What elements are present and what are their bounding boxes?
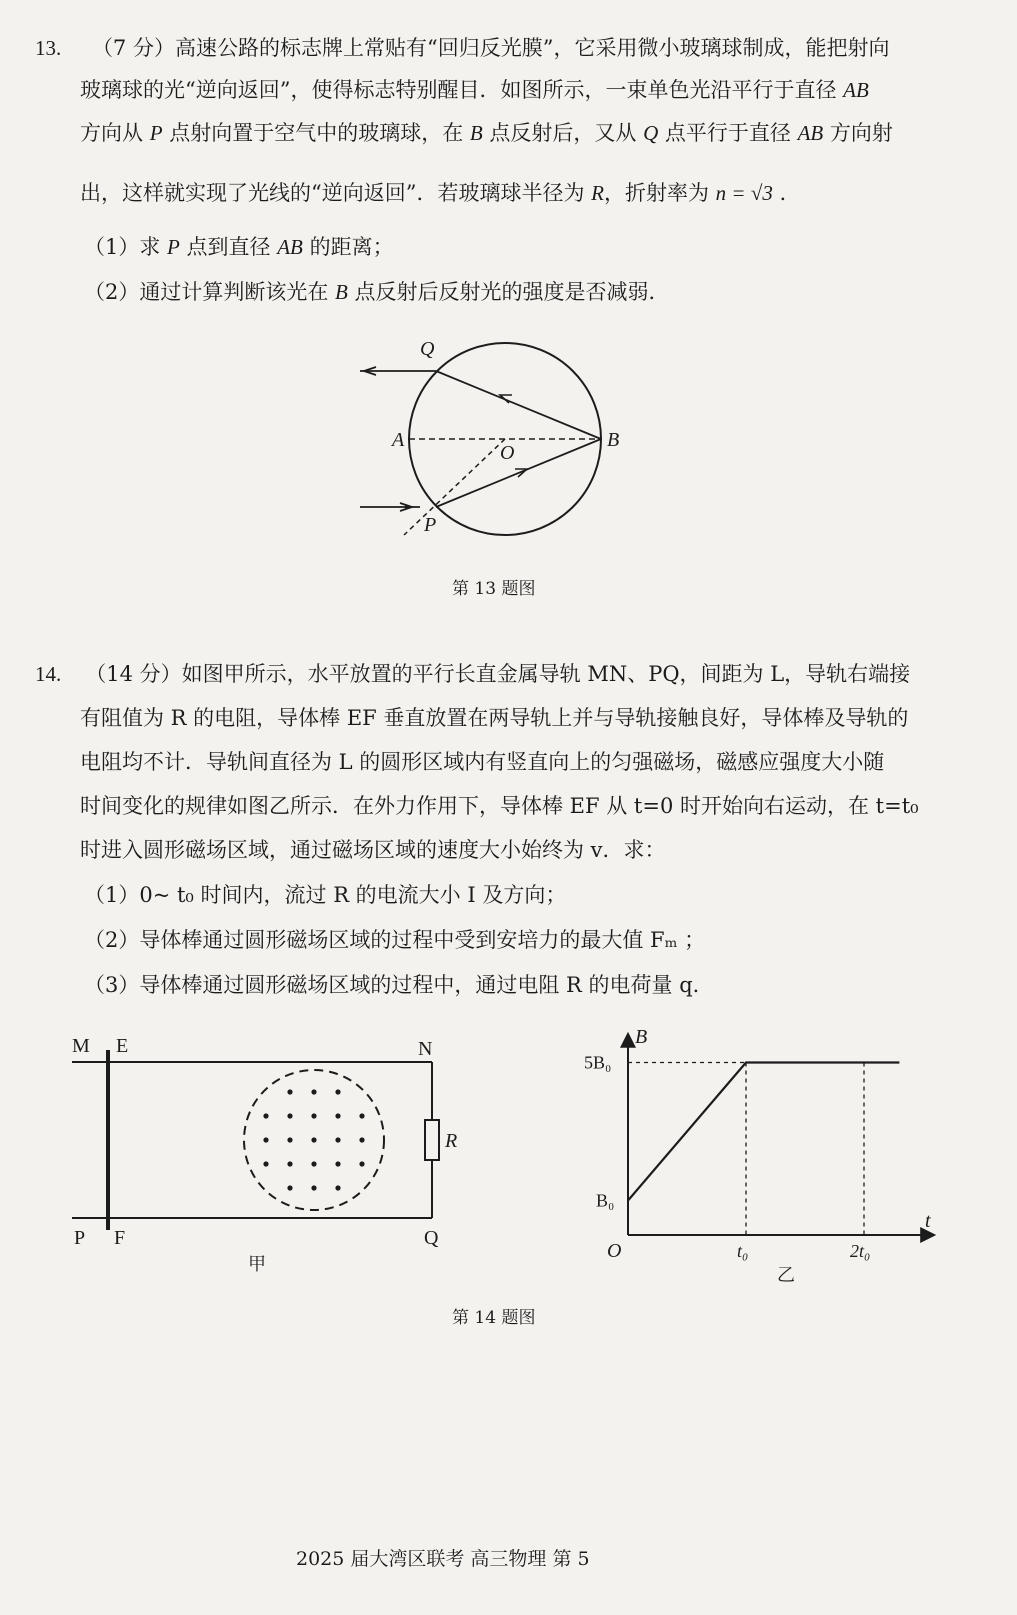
label-p: P <box>424 514 437 536</box>
label-q: Q <box>420 338 435 360</box>
q13-line-4: 出，这样就实现了光线的“逆向返回”．若玻璃球半径为 R，折射率为 n = √3 . <box>80 181 787 205</box>
q14-figure-jia <box>60 1030 480 1280</box>
q14-score: （14 分） <box>85 662 182 686</box>
reflected-ray-bq <box>436 371 601 439</box>
field-dot <box>311 1185 316 1190</box>
field-dot <box>287 1161 292 1166</box>
field-dot <box>359 1137 364 1142</box>
q14-figure-yi <box>575 1025 945 1290</box>
field-dot <box>335 1113 340 1118</box>
field-dot <box>311 1089 316 1094</box>
q13-line-3: 方向从 P 点射向置于空气中的玻璃球，在 B 点反射后，又从 Q 点平行于直径 AB 方向射 <box>80 121 893 145</box>
field-dot <box>311 1113 316 1118</box>
field-dot <box>287 1185 292 1190</box>
q14-line-2: 有阻值为 R 的电阻，导体棒 EF 垂直放置在两导轨上并与导轨接触良好，导体棒及导轨的 <box>80 706 909 730</box>
q13-number: 13. <box>35 36 62 60</box>
q14-sub-3: （3）导体棒通过圆形磁场区域的过程中，通过电阻 R 的电荷量 q． <box>84 973 714 997</box>
q13-figure <box>340 325 670 555</box>
field-dot <box>287 1089 292 1094</box>
x-tick-2t0: 2t₀ <box>850 1241 871 1261</box>
field-dot <box>359 1161 364 1166</box>
field-dot <box>335 1185 340 1190</box>
refractive-index: n = √3 <box>715 181 773 205</box>
q14-caption: 第 14 题图 <box>452 1308 536 1328</box>
x-axis-label: t <box>925 1210 931 1232</box>
field-dot <box>311 1137 316 1142</box>
q13-line-2: 玻璃球的光“逆向返回”，使得标志特别醒目．如图所示，一束单色光沿平行于直径 AB <box>80 78 869 102</box>
q14-number: 14. <box>35 662 62 686</box>
refracted-ray-pb <box>436 439 601 507</box>
label-b: B <box>607 429 620 451</box>
q13-score: （7 分） <box>91 36 175 60</box>
field-dot <box>263 1137 268 1142</box>
q13-line-1: 13. （7 分）高速公路的标志牌上常贴有“回归反光膜”，它采用微小玻璃球制成，能把射向 <box>35 36 890 60</box>
q14-line-1: 14. （14 分）如图甲所示，水平放置的平行长直金属导轨 MN、PQ，间距为 L，导轨右端接 <box>35 662 911 686</box>
y-tick-5b0: 5B₀ <box>584 1052 612 1073</box>
field-dot <box>359 1113 364 1118</box>
q14-sub-1: （1）0~ t₀ 时间内，流过 R 的电流大小 I 及方向； <box>84 883 567 907</box>
label-m: M <box>72 1035 90 1057</box>
label-r: R <box>445 1130 458 1152</box>
field-dot <box>335 1089 340 1094</box>
field-dots <box>263 1089 364 1190</box>
fig-yi-name: 乙 <box>777 1265 795 1286</box>
resistor-r <box>425 1120 439 1160</box>
field-dot <box>287 1137 292 1142</box>
field-dot <box>287 1113 292 1118</box>
page-footer: 2025 届大湾区联考 高三物理 第 5 <box>296 1548 590 1570</box>
x-tick-t0: t₀ <box>737 1241 749 1261</box>
label-o: O <box>500 442 515 464</box>
label-f: F <box>114 1227 126 1249</box>
q13-sub-2: （2）通过计算判断该光在 B 点反射后反射光的强度是否减弱． <box>84 280 670 304</box>
field-dot <box>335 1161 340 1166</box>
bt-series-line <box>628 1063 899 1201</box>
y-axis-label: B <box>635 1026 648 1048</box>
field-dot <box>263 1113 268 1118</box>
q13-caption: 第 13 题图 <box>452 579 536 599</box>
label-a: A <box>392 429 405 451</box>
q14-line-5: 时进入圆形磁场区域，通过磁场区域的速度大小始终为 v．求： <box>80 838 666 862</box>
label-p2: P <box>74 1227 86 1249</box>
q13-sub-1: （1）求 P 点到直径 AB 的距离； <box>84 235 394 259</box>
q14-sub-2: （2）导体棒通过圆形磁场区域的过程中受到安培力的最大值 Fₘ ； <box>84 928 706 952</box>
label-q2: Q <box>424 1227 439 1249</box>
label-e: E <box>116 1035 129 1057</box>
origin-label: O <box>607 1240 622 1262</box>
fig-jia-name: 甲 <box>248 1254 266 1275</box>
label-n: N <box>418 1038 433 1060</box>
bt-plot <box>584 1053 899 1262</box>
field-dot <box>311 1161 316 1166</box>
q14-line-4: 时间变化的规律如图乙所示．在外力作用下，导体棒 EF 从 t=0 时开始向右运动，在 t=t₀ <box>80 794 919 818</box>
y-tick-b0: B₀ <box>596 1190 615 1211</box>
q14-line-3: 电阻均不计．导轨间直径为 L 的圆形区域内有竖直向上的匀强磁场，磁感应强度大小随 <box>80 750 885 774</box>
field-dot <box>335 1137 340 1142</box>
field-dot <box>263 1161 268 1166</box>
